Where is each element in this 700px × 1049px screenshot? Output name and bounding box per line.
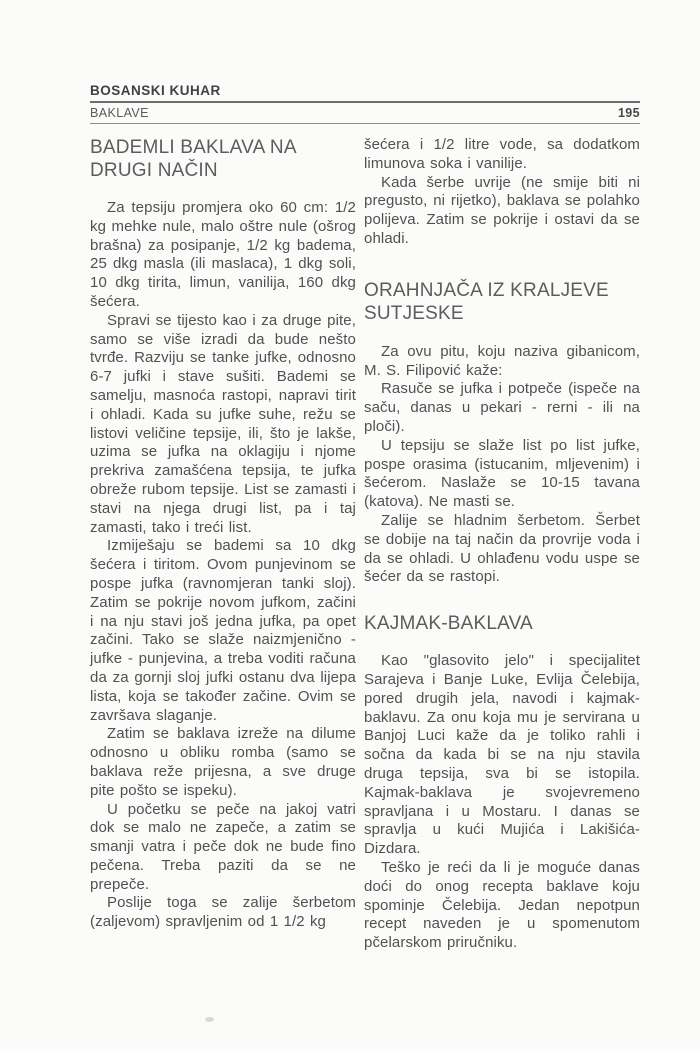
- text-columns: [90, 136, 640, 953]
- page-header: [90, 83, 640, 124]
- recipe-paragraph: Teško je reći da li je moguće danas doći do onog recepta baklave koju spominje Čelebija. Jedan nepotpun recept naveden je u spomenutom pčelarskom priručniku.: [364, 858, 640, 952]
- recipe-paragraph: U tepsiju se slaže list po list jufke, pospe orasima (istucanim, mljevenim) i šećerom. Naslaže se 10-15 tavana (katova). Ne masti se.: [364, 436, 640, 511]
- right-column: [364, 136, 640, 953]
- page-number: 195: [617, 106, 640, 120]
- book-title: BOSANSKI KUHAR: [90, 83, 640, 103]
- chapter-title: BAKLAVE: [90, 106, 149, 120]
- recipe-paragraph: Zalije se hladnim šerbetom. Šerbet se dobije na taj način da provrije voda i da se ohladi. U ohlađenu vodu uspe se šećer da se rastopi.: [364, 511, 640, 586]
- recipe-paragraph: Kao "glasovito jelo" i specijalitet Sarajeva i Banje Luke, Evlija Čelebija, pored drugih jela, navodi i kajmak-baklavu. Za onu koja mu je servirana u Banjoj Luci kaže da je toliko rahli i sočna da kada bi se na nju stavila druga tepsija, sva bi se istopila. Kajmak-baklava je svojevremeno spravljana i u Mostaru. I danas se spravlja u kući Mujića i Lakišića-Dizdara.: [364, 652, 640, 858]
- recipe-paragraph: Spravi se tijesto kao i za druge pite, samo se više izradi da bude nešto tvrđe. Razviju se tanke jufke, odnosno 6-7 jufki i stave sušiti. Bademi se samelju, masnoća rastopi, napravi tirit i ohladi. Kada su jufke suhe, režu se listovi veličine tepsije, ili, što je lakše, uzima se jufka na oklagiju i njome prekriva zamašćena tepsija, te jufka obreže rubom tepsije. List se zamasti i stavi na njega drugi list, pa i taj zamasti, tako i treći list.: [90, 311, 356, 536]
- recipe-paragraph: Zatim se baklava izreže na dilume odnosno u obliku romba (samo se baklava reže prijesna, a sve druge pite pošto se ispeku).: [90, 725, 356, 799]
- running-header: [90, 103, 640, 124]
- recipe-paragraph: Rasuče se jufka i potpeče (ispeče na saču, danas u pekari - rerni - ili na ploči).: [364, 380, 640, 435]
- left-column: [90, 136, 356, 953]
- recipe-paragraph: Kada šerbe uvrije (ne smije biti ni pregusto, ni rijetko), baklava se polahko polijeva. Zatim se pokrije i ostavi da se ohladi.: [364, 173, 640, 247]
- recipe-paragraph: Za tepsiju promjera oko 60 cm: 1/2 kg mehke nule, malo oštre nule (ošrog brašna) za posipanje, 1/2 kg badema, 25 dkg masla (ili maslaca), 1 dkg soli, 10 dkg tirita, limun, vanilija, 160 dkg šećera.: [90, 199, 356, 310]
- recipe-title-bademli-baklava: BADEMLI BAKLAVA NA DRUGI NAČIN: [90, 137, 296, 181]
- recipe-title-kajmak-baklava: KAJMAK-BAKLAVA: [364, 613, 533, 635]
- scan-speck: [205, 1017, 214, 1022]
- recipe-paragraph: U početku se peče na jakoj vatri dok se malo ne zapeče, a zatim se smanji vatra i peče dok ne bude fino pečena. Treba paziti da se ne prepeče.: [90, 800, 356, 893]
- recipe-paragraph: Izmiješaju se bademi sa 10 dkg šećera i tiritom. Ovom punjevinom se pospe jufka (ravnomjeran tanki sloj). Zatim se pokrije novom jufkom, začini i na nju stavi još jedna jufka, pa opet začini. Tako se slaže naizmjenično - jufke - punjevina, a treba voditi računa da za gornji sloj jufki ostanu dva lijepa lista, koja se također začine. Ovim se završava slaganje.: [90, 537, 356, 724]
- recipe-paragraph: Poslije toga se zalije šerbetom (zaljevom) spravljenim od 1 1/2 kg: [90, 894, 356, 931]
- recipe-paragraph: Za ovu pitu, koju naziva gibanicom, M. S. Filipović kaže:: [364, 342, 640, 379]
- recipe-paragraph-continuation: šećera i 1/2 litre vode, sa dodatkom limunova soka i vanilije.: [364, 136, 640, 172]
- recipe-title-orahnjaca: ORAHNJAČA IZ KRALJEVE SUTJESKE: [364, 279, 609, 324]
